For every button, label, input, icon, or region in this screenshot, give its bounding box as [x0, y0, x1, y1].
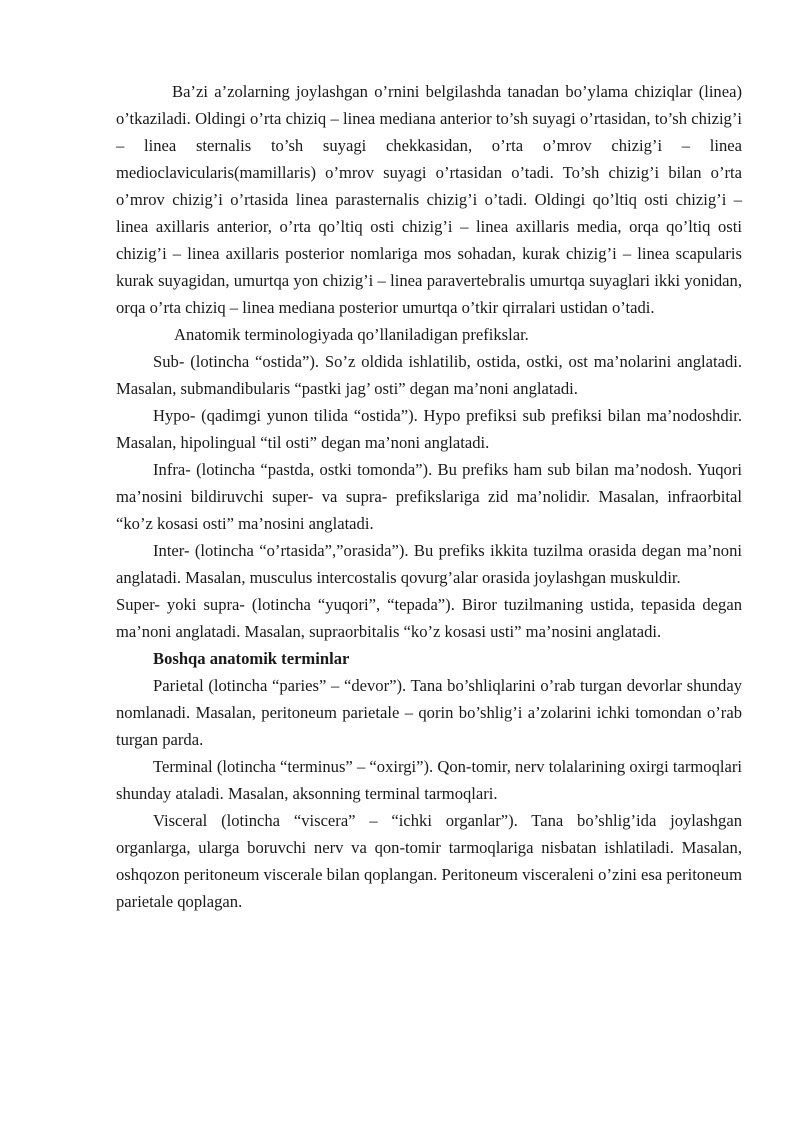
hypo-prefix-paragraph: Hypo- (qadimgi yunon tilida “ostida”). Hypo prefiksi sub prefiksi bilan ma’nodoshdir. Masalan, hipolingual “til osti” degan ma’noni anglatadi. [116, 406, 742, 452]
intro-paragraph: Ba’zi a’zolarning joylashgan o’rnini belgilashda tanadan bo’ylama chiziqlar (linea) o’tkaziladi. Oldingi o’rta chiziq – linea mediana anterior to’sh suyagi o’rtasidan, to’sh chizig’i – linea sternalis to’sh suyagi chekkasidan, o’rta o’mrov chizig’i – linea medioclavicularis(mamillaris) o’mrov suyagi o’rtasidan o’tadi. To’sh chizig’i bilan o’rta o’mrov chizig’i o’rtasida linea parasternalis chizig’i o’tadi. Oldingi qo’ltiq osti chizig’i – linea axillaris anterior, o’rta qo’ltiq osti chizig’i – linea axillaris media, orqa qo’ltiq osti chizig’i – linea axillaris posterior nomlariga mos sohadan, kurak chizig’i – linea scapularis kurak suyagidan, umurtqa yon chizig’i – linea paravertebralis umurtqa suyaglari ikki yonidan, orqa o’rta chiziq – linea mediana posterior umurtqa o’tkir qirralari ustidan o’tadi. [116, 82, 742, 317]
parietal-paragraph: Parietal (lotincha “paries” – “devor”). Tana bo’shliqlarini o’rab turgan devorlar shunday nomlanadi. Masalan, peritoneum parietale – qorin bo’shlig’i a’zolarini ichki tomondan o’rab turgan parda. [116, 676, 742, 749]
infra-prefix-paragraph: Infra- (lotincha “pastda, ostki tomonda”). Bu prefiks ham sub bilan ma’nodosh. Yuqori ma’nosini bildiruvchi super- va supra- prefikslariga zid ma’nolidir. Masalan, infraorbital “ko’z kosasi osti” ma’nosini anglatadi. [116, 460, 742, 533]
prefix-section-title: Anatomik terminologiyada qo’llaniladigan prefikslar. [174, 325, 529, 344]
terminal-paragraph: Terminal (lotincha “terminus” – “oxirgi”). Qon-tomir, nerv tolalarining oxirgi tarmoqlari shunday ataladi. Masalan, aksonning terminal tarmoqlari. [116, 757, 742, 803]
super-prefix-paragraph: Super- yoki supra- (lotincha “yuqori”, “tepada”). Biror tuzilmaning ustida, tepasida degan ma’noni anglatadi. Masalan, supraorbitalis “ko’z kosasi usti” ma’nosini anglatadi. [116, 595, 742, 641]
document-page [116, 78, 742, 915]
other-terms-heading: Boshqa anatomik terminlar [153, 649, 350, 668]
visceral-paragraph: Visceral (lotincha “viscera” – “ichki organlar”). Tana bo’shlig’ida joylashgan organlarga, ularga boruvchi nerv va qon-tomir tarmoqlariga nisbatan ishlatiladi. Masalan, oshqozon peritoneum viscerale bilan qoplangan. Peritoneum visceraleni o’zini esa peritoneum parietale qoplagan. [116, 811, 742, 911]
sub-prefix-paragraph: Sub- (lotincha “ostida”). So’z oldida ishlatilib, ostida, ostki, ost ma’nolarini anglatadi. Masalan, submandibularis “pastki jag’ osti” degan ma’noni anglatadi. [116, 352, 742, 398]
inter-prefix-paragraph: Inter- (lotincha “o’rtasida”,”orasida”). Bu prefiks ikkita tuzilma orasida degan ma’noni anglatadi. Masalan, musculus intercostalis qovurg’alar orasida joylashgan muskuldir. [116, 541, 742, 587]
